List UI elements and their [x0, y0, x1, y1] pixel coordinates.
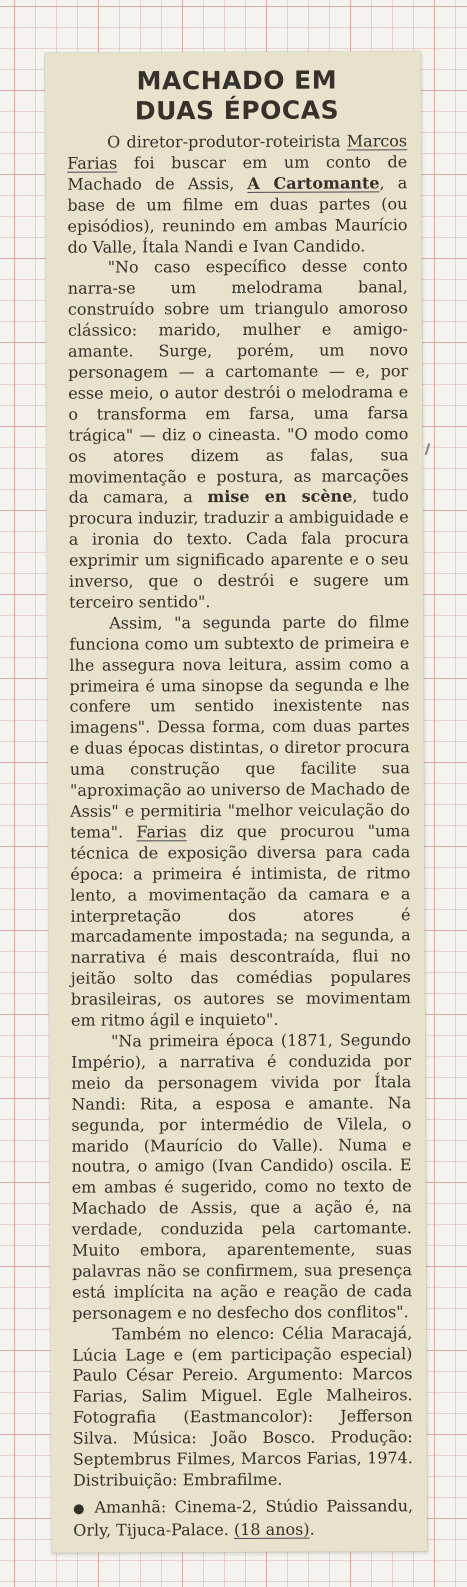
text-run: "No caso específico desse conto narra-se um melodrama banal, construído sobre um triangulo amoroso clássico: marido, mulher e amigo-amante. Surge, porém, um novo personagem — a cartomante — e, por esse meio, o autor destrói o melodrama e o transforma em farsa, uma farsa trágica" — diz o cineasta. "O modo como os atores dizem as falas, sua movimentação e postura, as marcações da camara, a — [67, 256, 409, 508]
age-rating: (18 anos) — [233, 1519, 310, 1539]
mise-en-scene-term: mise en scène — [207, 486, 353, 507]
text-run: Amanhã: Cinema-2, Stúdio Paissandu, Orly, Tijuca-Palace. — [73, 1496, 414, 1540]
newspaper-clipping — [45, 51, 428, 1553]
text-run: Assim, "a segunda parte do filme funciona como um subtexto de primeira e lhe assegura nova leitura, assim como a primeira é uma sinopse da segunda e lhe confere um sentido inexistente nas imagens". Dessa forma, com duas partes e duas épocas distintas, o diretor procura uma construção que facilite sua "aproximação ao universo de Machado de Assis" e permitiria "melhor veiculação do tema". — [69, 612, 411, 842]
text-run: O diretor-produtor-roteirista — [107, 131, 347, 152]
director-name: Marcos Farias — [67, 131, 408, 173]
paragraph-two-parts — [69, 612, 411, 1032]
headline-line-1: MACHADO EM — [136, 65, 338, 96]
paragraph-screenings — [73, 1496, 413, 1541]
headline — [67, 65, 407, 126]
text-run: . — [309, 1519, 315, 1539]
article-body — [67, 131, 413, 1541]
director-surname: Farias — [136, 822, 187, 842]
paragraph-epochs: "Na primeira época (1871, Segundo Império), a narrativa é conduzida por meio da personagem vivida por Ítala Nandi: Rita, a esposa e amante. Na segunda, por intermédio de Vilela, o marido (Maurício do Valle). Numa e noutra, o amigo (Ivan Candido) oscila. E em ambas é sugerido, como no texto de Machado de Assis, que a ação é, na verdade, conduzida pela cartomante. Muito embora, aparentemente, suas palavras não se confirmem, sua presença está implícita na ação e reação de cada personagem e no desfecho dos conflitos". — [71, 1030, 413, 1323]
text-run: , a base de um filme em duas partes (ou episódios), reunindo em ambas Maurício do Valle, Ítala Nandi e Ivan Candido. — [67, 173, 408, 257]
pencil-mark — [425, 443, 431, 455]
paragraph-quote-1 — [68, 257, 410, 614]
story-title: A Cartomante — [247, 173, 380, 193]
bullet-icon: ● — [73, 1501, 85, 1517]
text-run: foi buscar em um conto de Machado de Assis, — [67, 152, 408, 194]
headline-line-2: DUAS ÉPOCAS — [134, 95, 340, 126]
text-run: , tudo procura induzir, traduzir a ambiguidade e a ironia do texto. Cada fala procura exprimir um significado aparente e o seu inverso, que o destrói e sugere um terceiro sentido". — [68, 486, 410, 612]
paragraph-credits: Também no elenco: Célia Maracajá, Lúcia Lage e (em participação especial) Paulo César Pereio. Argumento: Marcos Farias, Salim Miguel. Egle Malheiros. Fotografia (Eastmancolor): Jefferson Silva. Música: João Bosco. Produção: Septembrus Filmes, Marcos Farias, 1974. Distribuição: Embrafilme. — [72, 1322, 413, 1490]
text-run: diz que procurou "uma técnica de exposição diversa para cada época: a primeira é intimista, de ritmo lento, a movimentação da camara e a interpretação dos atores é marcadamente impostada; na segunda, a narrativa é mais descontraída, flui no jeitão solto das comédias populares brasileiras, os autores se movimentam em ritmo ágil e inquieto". — [70, 821, 411, 1030]
paragraph-intro — [67, 131, 408, 258]
